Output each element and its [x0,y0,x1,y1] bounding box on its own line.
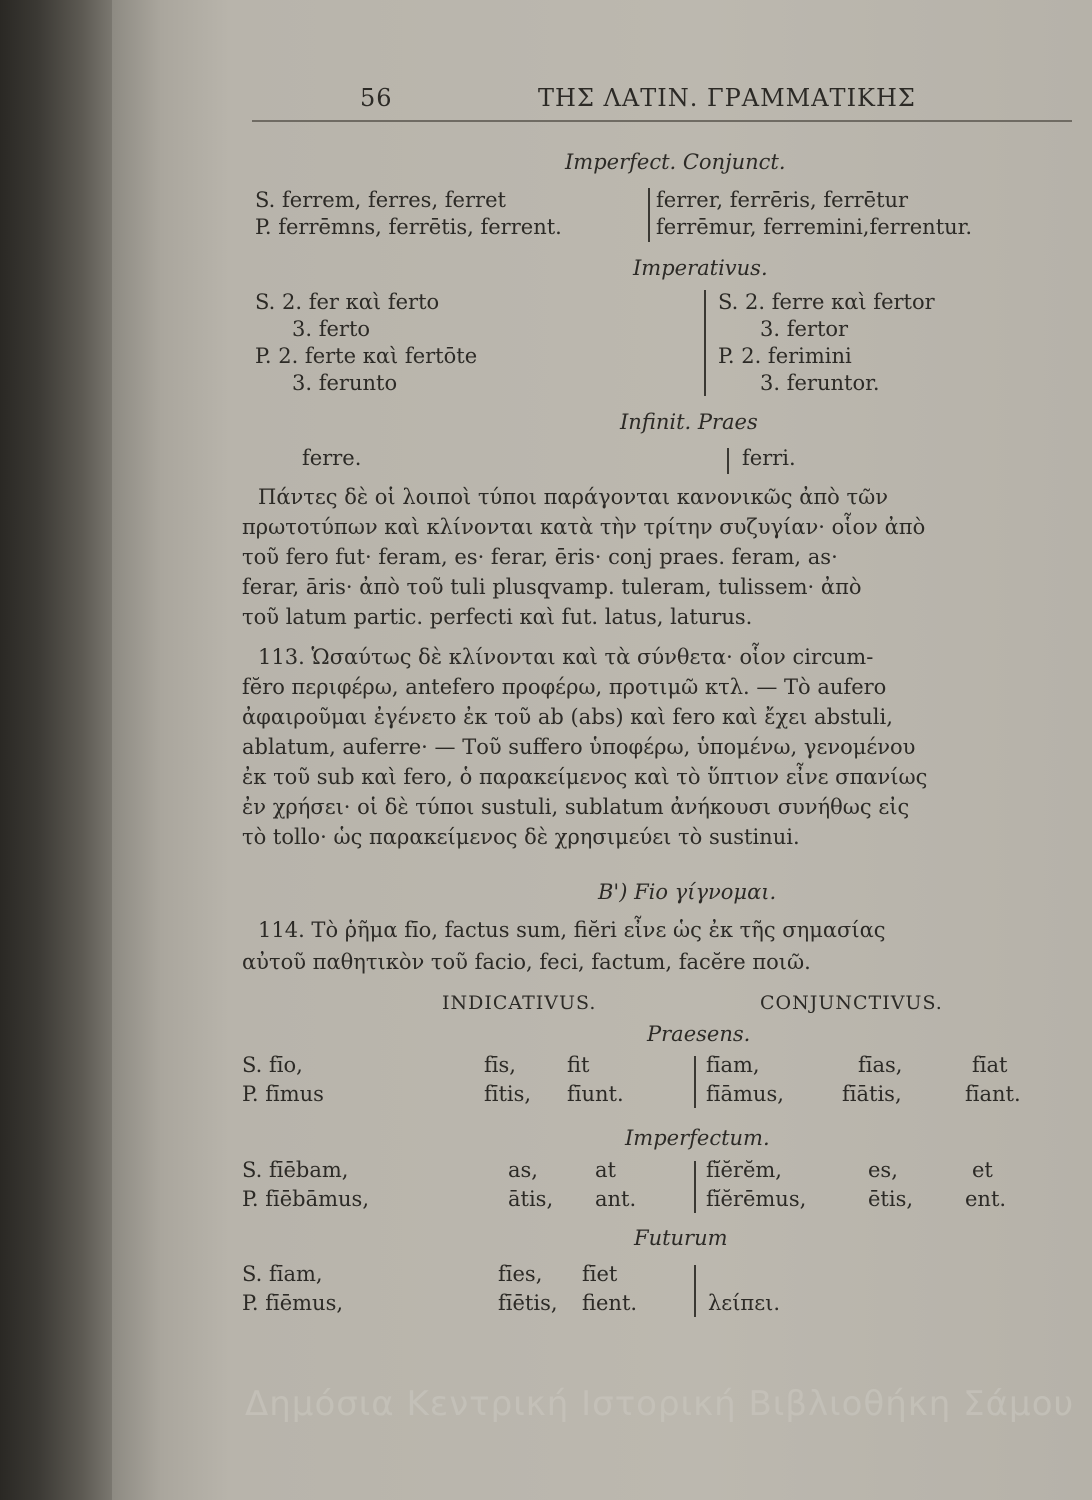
paragraph-line: Πάντες δὲ οἱ λοιποὶ τύποι παράγονται κανονικῶς ἀπὸ τῶν [258,485,888,509]
praesens-ind-form: fīunt. [567,1082,624,1106]
praesens-conj-form: fīas, [858,1053,903,1077]
praesens-conj-form: fīam, [706,1053,760,1077]
paragraph-line: αὐτοῦ παθητικὸν τοῦ facio, feci, factum, facĕre ποιῶ. [242,950,811,974]
futurum-ind-form: P. fīēmus, [242,1291,344,1315]
praesens-heading: Praesens. [647,1022,751,1046]
futurum-heading: Futurum [634,1226,728,1250]
praesens-ind-form: fītis, [484,1082,532,1106]
column-divider [694,1161,696,1213]
paragraph-line: 113. Ὡσαύτως δὲ κλίνονται καὶ τὰ σύνθετα· οἷον circum- [258,645,874,669]
paragraph-line: τὸ tollo· ὡς παρακείμενος δὲ χρησιμεύει τὸ sustinui. [242,825,800,849]
paragraph-line: ablatum, auferre· — Τοῦ suffero ὑποφέρω, ὑπομένω, γενομένου [242,735,916,759]
paragraph-line: ἐν χρήσει· οἱ δὲ τύποι sustuli, sublatum ἀνήκουσι συνήθως εἰς [242,795,910,819]
praesens-ind-form: S. fīo, [242,1053,303,1077]
imperativus-passive-row: P. 2. ferimini [718,344,852,368]
paragraph-line: τοῦ latum partic. perfecti καὶ fut. latus, laturus. [242,605,753,629]
paragraph-line: ἀφαιροῦμαι ἐγένετο ἐκ τοῦ ab (abs) καὶ fero καὶ ἔχει abstuli, [242,705,893,729]
futurum-ind-form: fient. [582,1291,638,1315]
imperfectum-conj-form: fĭĕrĕm, [706,1158,782,1182]
imperativus-active-row: P. 2. ferte καὶ fertōte [255,344,478,368]
praesens-ind-form: fīs, [484,1053,516,1077]
header-rule [252,120,1072,122]
imperativus-active-row: S. 2. fer καὶ ferto [255,290,440,314]
imperativus-active-row: 3. ferto [292,317,371,341]
imperfectum-ind-form: at [595,1158,616,1182]
section-heading: Β') Fio γίγνομαι. [598,880,777,904]
column-divider [648,188,650,242]
imperativus-passive-row: 3. fertor [760,317,849,341]
library-watermark: Δημόσια Κεντρική Ιστορική Βιβλιοθήκη Σάμου [245,1384,1075,1424]
paragraph-line: 114. Τὸ ῥῆμα fīo, factus sum, fiĕri εἶνε ὡς ἐκ τῆς σημασίας [258,918,886,942]
imperfect-conjunct-heading: Imperfect. Conjunct. [565,150,786,174]
praesens-ind-form: P. fīmus [242,1082,324,1106]
futurum-ind-form: fīet [582,1262,618,1286]
praesens-conj-form: fīant. [965,1082,1021,1106]
praesens-conj-form: fīātis, [842,1082,902,1106]
imperativus-passive-row: 3. feruntor. [760,371,880,395]
paragraph-line: fĕro περιφέρω, antefero προφέρω, προτιμῶ κτλ. — Τὸ aufero [242,675,887,699]
futurum-ind-form: fīes, [498,1262,543,1286]
imperfect-passive-row: ferrer, ferrēris, ferrētur [656,188,909,212]
imperfectum-ind-form: ant. [595,1187,637,1211]
imperfectum-ind-form: S. fīēbam, [242,1158,349,1182]
imperfectum-heading: Imperfectum. [625,1126,770,1150]
paragraph-line: ferar, āris· ἀπὸ τοῦ tuli plusqvamp. tuleram, tulissem· ἀπὸ [242,575,862,599]
imperfect-active-row: P. ferrēmns, ferrētis, ferrent. [255,215,562,239]
imperfectum-conj-form: fĭĕrēmus, [706,1187,807,1211]
infinit-passive: ferri. [742,446,796,470]
imperfectum-conj-form: es, [868,1158,898,1182]
imperfect-passive-row: ferrēmur, ferremini,ferrentur. [656,215,973,239]
imperfectum-conj-form: ent. [965,1187,1007,1211]
column-divider [694,1265,696,1317]
imperativus-active-row: 3. ferunto [292,371,398,395]
praesens-conj-form: fīāmus, [706,1082,784,1106]
paragraph-line: ἐκ τοῦ sub καὶ fero, ὁ παρακείμενος καὶ τὸ ὕπτιον εἶνε σπανίως [242,765,928,789]
imperativus-passive-row: S. 2. ferre καὶ fertor [718,290,935,314]
infinit-heading: Infinit. Praes [620,410,758,434]
conjunctivus-label: CONJUNCTIVUS. [760,992,943,1014]
praesens-ind-form: fit [567,1053,590,1077]
imperfectum-conj-form: et [972,1158,993,1182]
imperativus-heading: Imperativus. [633,256,768,280]
page-number: 56 [360,84,393,112]
column-divider [704,290,706,396]
column-divider [694,1056,696,1108]
infinit-active: ferre. [302,446,362,470]
running-title: ΤΗΣ ΛΑΤΙΝ. ΓΡΑΜΜΑΤΙΚΗΣ [538,84,916,112]
futurum-ind-form: fīētis, [498,1291,558,1315]
futurum-conj-note: λείπει. [708,1291,781,1315]
column-divider [727,448,729,474]
indicativus-label: INDICATIVUS. [442,992,597,1014]
paragraph-line: πρωτοτύπων καὶ κλίνονται κατὰ τὴν τρίτην συζυγίαν· οἷον ἀπὸ [242,515,926,539]
imperfectum-ind-form: P. fīēbāmus, [242,1187,369,1211]
imperfectum-ind-form: as, [508,1158,538,1182]
imperfectum-conj-form: ētis, [868,1187,914,1211]
paragraph-line: τοῦ fero fut· feram, es· ferar, ēris· conj praes. feram, as· [242,545,838,569]
futurum-ind-form: S. fīam, [242,1262,323,1286]
imperfect-active-row: S. ferrem, ferres, ferret [255,188,506,212]
imperfectum-ind-form: ātis, [508,1187,554,1211]
praesens-conj-form: fīat [972,1053,1008,1077]
